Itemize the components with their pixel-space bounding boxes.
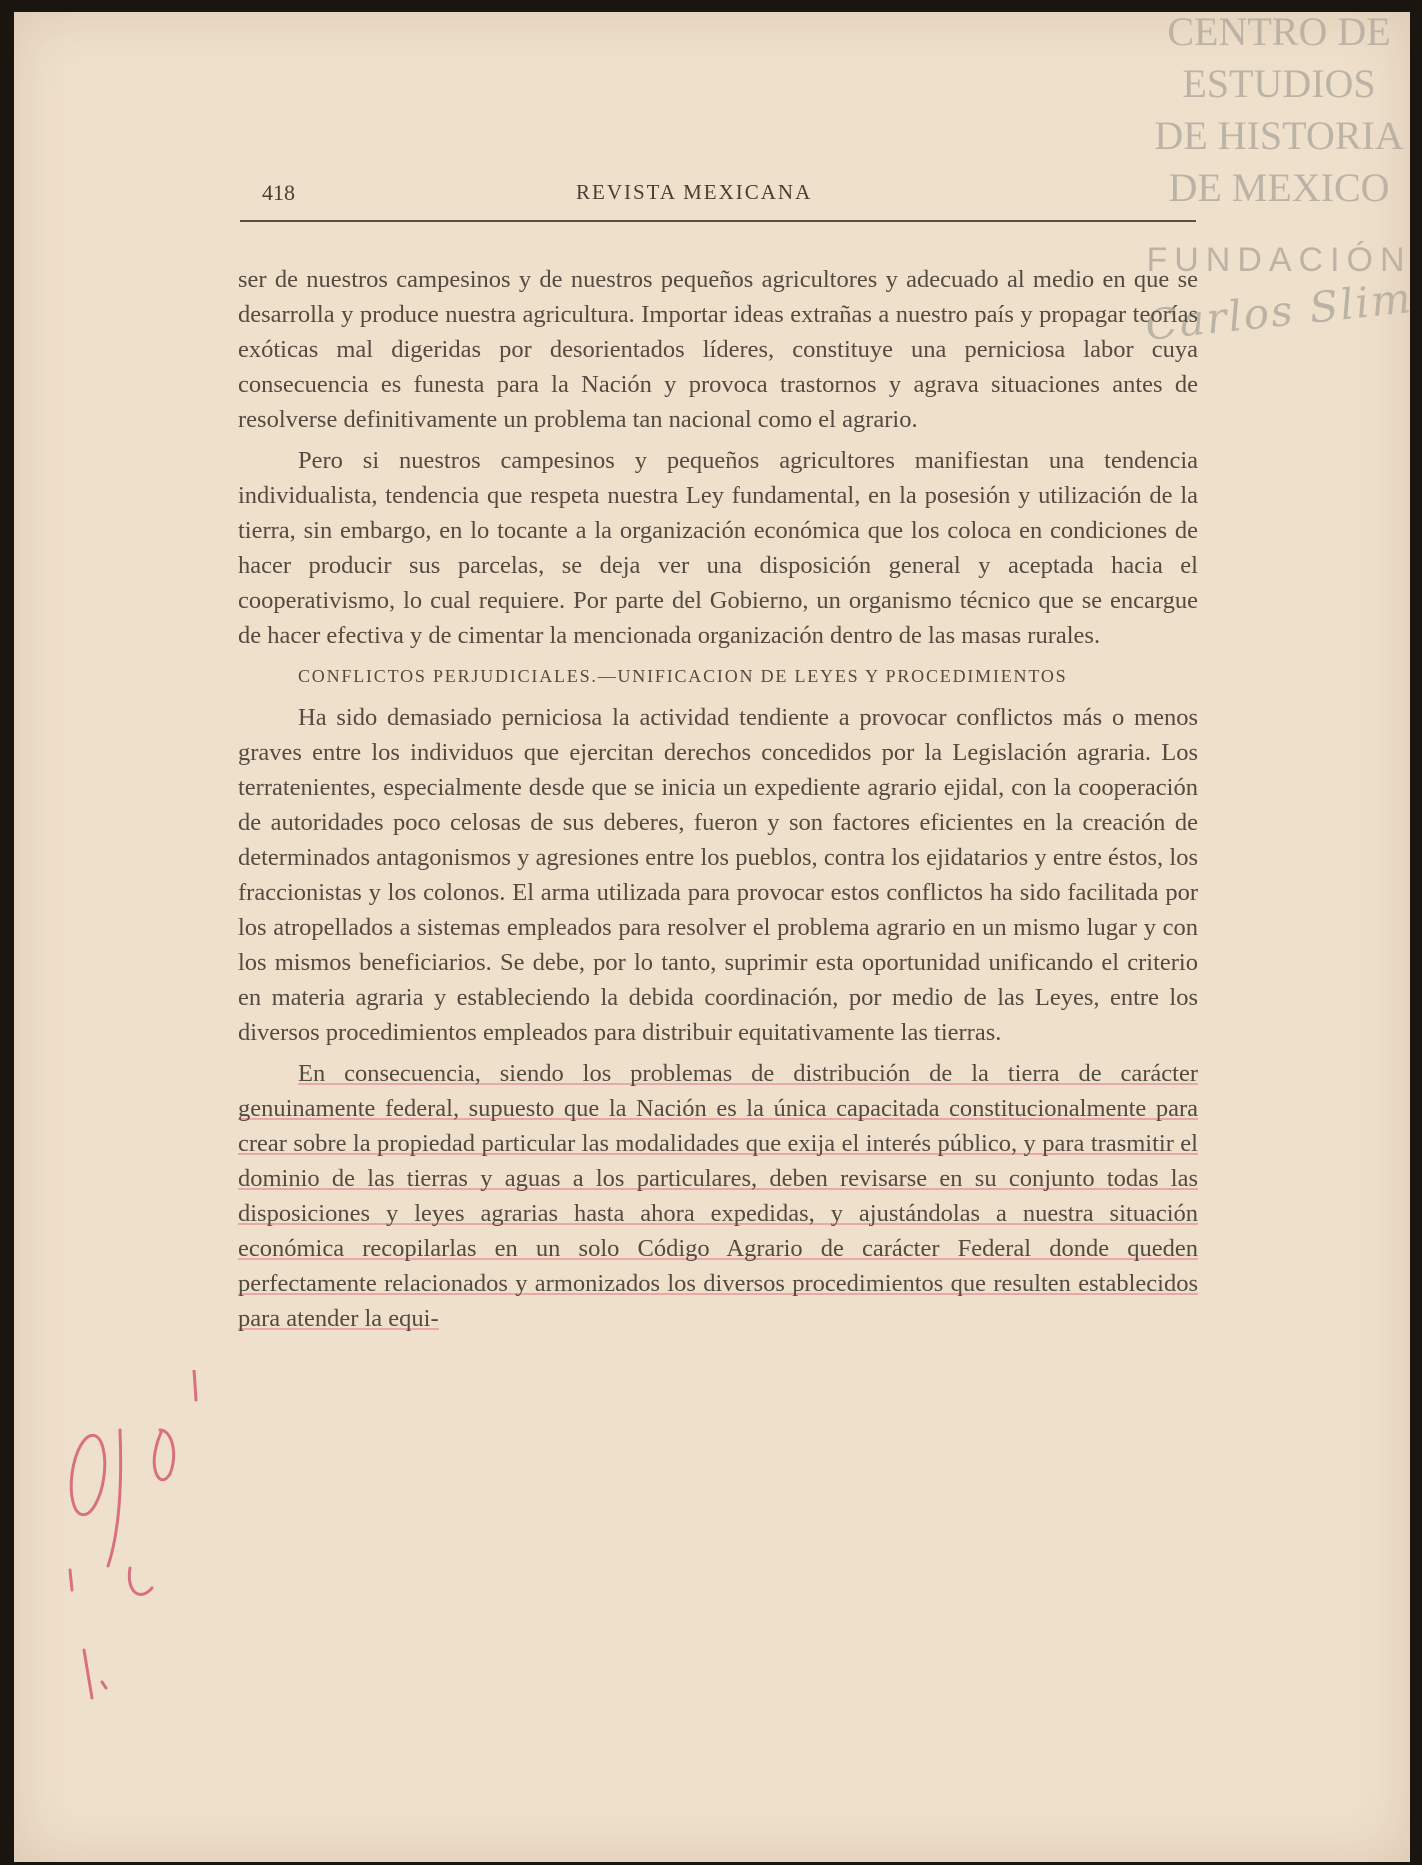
article-body	[238, 262, 1198, 1342]
section-heading: CONFLICTOS PERJUDICIALES.—UNIFICACION DE LEYES Y PROCEDIMIENTOS	[298, 666, 1068, 686]
paragraph-3: Ha sido demasiado perniciosa la actividad tendiente a provocar conflictos más o menos graves entre los individuos que ejercitan derechos concedidos por la Legislación agraria. Los terratenientes, especialmente desde que se inicia un expediente agrario ejidal, con la cooperación de autoridades poco celosas de sus deberes, fueron y son factores eficientes en la creación de determinados antagonismos y agresiones entre los pueblos, contra los ejidatarios y entre éstos, los fraccionistas y los colonos. El arma utilizada para provocar estos conflictos ha sido facilitada por los atropellados a sistemas empleados para resolver el problema agrario en un mismo lugar y con los mismos beneficiarios. Se debe, por lo tanto, suprimir esta oportunidad unificando el criterio en materia agraria y estableciendo la debida coordinación, por medio de las Leyes, entre los diversos procedimientos empleados para distribuir equitativamente las tierras.	[238, 704, 1198, 1046]
paragraph-4	[238, 1056, 1198, 1336]
watermark-foundation: FUNDACIÓN	[1146, 241, 1412, 279]
paragraph-1: ser de nuestros campesinos y de nuestros pequeños agricultores y adecuado al medio en que se desarrolla y produce nuestra agricultura. Importar ideas extrañas a nuestro país y propagar teorías exóticas mal digeridas por desorientados líderes, constituye una perniciosa labor cuya consecuencia es funesta para la Nación y provoca trastornos y agrava situaciones antes de resolverse definitivamente un problema tan nacional como el agrario.	[238, 266, 1198, 433]
journal-title: REVISTA MEXICANA	[576, 180, 813, 204]
underlined-passage: En consecuencia, siendo los problemas de distribución de la tierra de carácter genuinamente federal, supuesto que la Nación es la única capacitada constitucionalmente para crear sobre la propiedad particular las modalidades que exija el interés público, y para trasmitir el dominio de las tierras y aguas a los particulares, deben revisarse en su conjunto todas las disposiciones y leyes agrarias hasta ahora expedidas, y ajustándolas a nuestra situación económica recopilarlas en un solo Código Agrario de carácter Federal donde queden perfectamente relacionados y armonizados los diversos procedimientos que resulten establecidos para atender la equi-	[238, 1060, 1198, 1332]
ojo-annotation-icon	[60, 1370, 210, 1700]
watermark-signature: Carlos Slim	[1142, 273, 1415, 350]
watermark-line-4: DE MEXICO	[1168, 165, 1390, 210]
handwritten-annotation	[60, 1370, 210, 1704]
watermark-line-2: ESTUDIOS	[1182, 61, 1376, 106]
paragraph-2: Pero si nuestros campesinos y pequeños agricultores manifiestan una tendencia individualista, tendencia que respeta nuestra Ley fundamental, en la posesión y utilización de la tierra, sin embargo, en lo tocante a la organización económica que los coloca en condiciones de hacer producir sus parcelas, se deja ver una disposición general y aceptada hacia el cooperativismo, lo cual requiere. Por parte del Gobierno, un organismo técnico que se encargue de hacer efectiva y de cimentar la mencionada organización dentro de las masas rurales.	[238, 447, 1198, 649]
page-number: 418	[262, 180, 295, 205]
watermark-line-3: DE HISTORIA	[1154, 113, 1404, 158]
watermark-line-1: CENTRO DE	[1167, 9, 1391, 54]
header-rule	[240, 220, 1196, 222]
